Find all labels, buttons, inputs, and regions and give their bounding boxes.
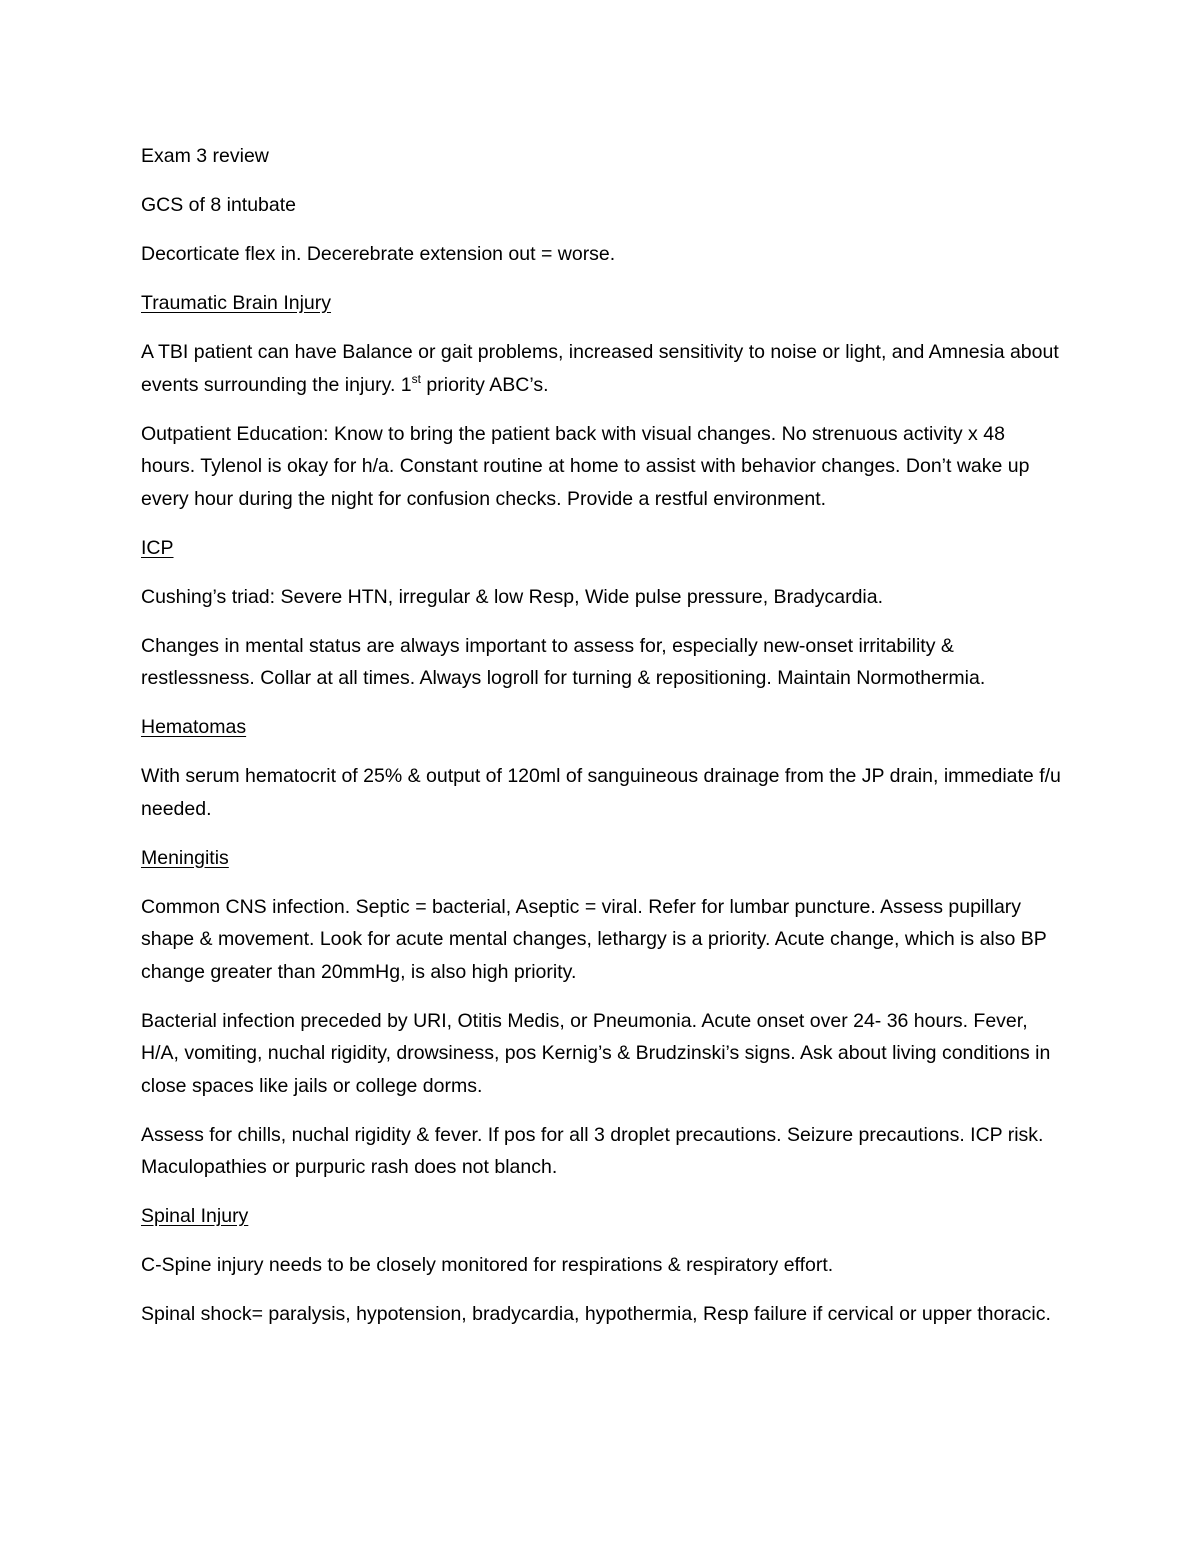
ordinal-superscript: st <box>411 371 421 386</box>
tbi-priority-text: priority ABC’s. <box>420 373 549 396</box>
document-body <box>141 140 1061 1347</box>
paragraph-meningitis-overview: Common CNS infection. Septic = bacterial, Aseptic = viral. Refer for lumbar puncture. Assess pupillary shape & movement. Look for acute mental changes, lethargy is a priority. Acute change, which is also BP change greater than 20mmHg, is also high priority. <box>141 895 1047 983</box>
paragraph-spinal-shock: Spinal shock= paralysis, hypotension, bradycardia, hypothermia, Resp failure if cervical or upper thoracic. <box>141 1303 1051 1325</box>
paragraph-cspine: C-Spine injury needs to be closely monitored for respirations & respiratory effort. <box>141 1254 834 1276</box>
document-title: Exam 3 review <box>141 145 269 167</box>
paragraph-meningitis-bacterial: Bacterial infection preceded by URI, Otitis Medis, or Pneumonia. Acute onset over 24- 36 hours. Fever, H/A, vomiting, nuchal rigidity, drowsiness, pos Kernig’s & Brudzinski’s signs. Ask about living conditions in close spaces like jails or college dorms. <box>141 1009 1051 1097</box>
heading-spinal-injury: Spinal Injury <box>141 1205 249 1227</box>
note-gcs: GCS of 8 intubate <box>141 194 297 216</box>
paragraph-tbi-symptoms <box>141 336 1061 401</box>
paragraph-cushings-triad: Cushing’s triad: Severe HTN, irregular & low Resp, Wide pulse pressure, Bradycardia. <box>141 585 884 608</box>
note-posturing: Decorticate flex in. Decerebrate extension out = worse. <box>141 243 616 265</box>
paragraph-meningitis-assessment: Assess for chills, nuchal rigidity & fever. If pos for all 3 droplet precautions. Seizure precautions. ICP risk. Maculopathies or purpuric rash does not blanch. <box>141 1123 1044 1178</box>
heading-icp: ICP <box>141 536 174 559</box>
paragraph-tbi-education: Outpatient Education: Know to bring the patient back with visual changes. No strenuous activity x 48 hours. Tylenol is okay for h/a. Constant routine at home to assist with behavior changes. Don’t wake up every hour during the night for confusion checks. Provide a restful environment. <box>141 422 1030 510</box>
paragraph-mental-status: Changes in mental status are always important to assess for, especially new-onset irritability & restlessness. Collar at all times. Always logroll for turning & repositioning. Maintain Normothermia. <box>141 634 986 689</box>
paragraph-hematomas: With serum hematocrit of 25% & output of 120ml of sanguineous drainage from the JP drain, immediate f/u needed. <box>141 765 1061 820</box>
heading-traumatic-brain-injury: Traumatic Brain Injury <box>141 292 332 314</box>
heading-hematomas: Hematomas <box>141 716 247 738</box>
heading-meningitis: Meningitis <box>141 846 229 869</box>
tbi-symptoms-text: A TBI patient can have Balance or gait problems, increased sensitivity to noise or light, and Amnesia about events surrounding the injury. 1 <box>141 341 1059 396</box>
